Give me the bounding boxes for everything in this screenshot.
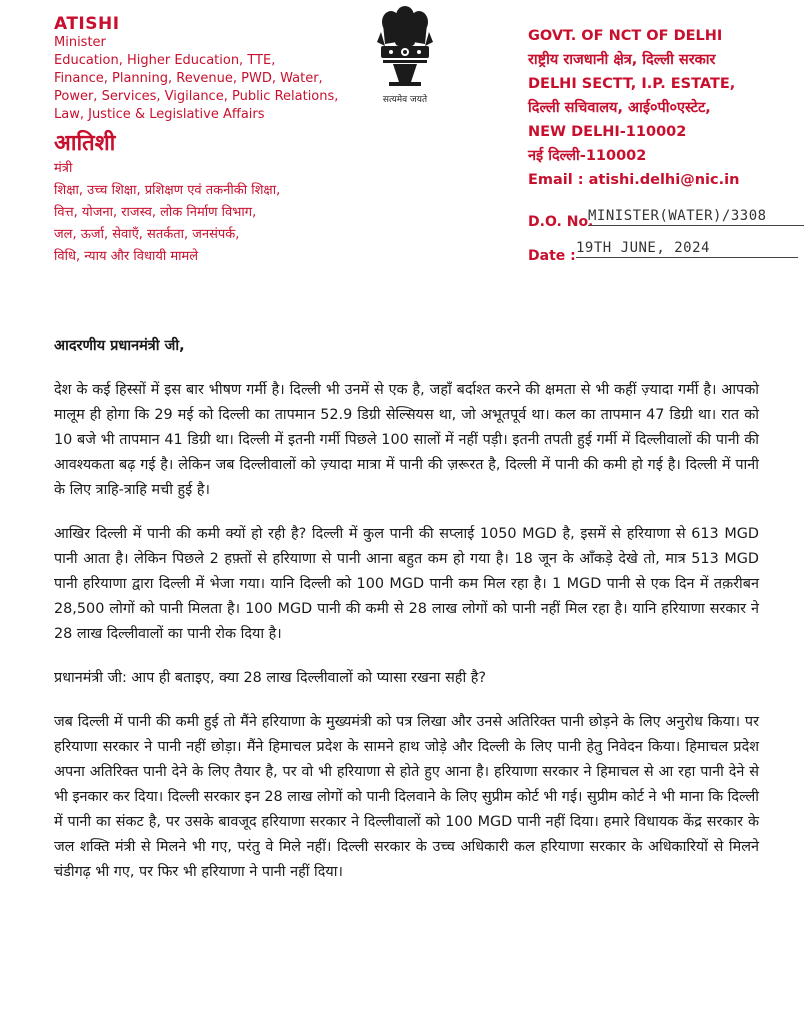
office-address-block [528, 24, 798, 192]
address-line: DELHI SECTT, I.P. ESTATE, [528, 76, 736, 92]
emblem-motto: सत्यमेव जयते [382, 95, 428, 105]
address-line: दिल्ली सचिवालय, आई०पी०एस्टेट, [528, 100, 711, 116]
letter-body [54, 336, 759, 904]
body-paragraph: देश के कई हिस्सों में इस बार भीषण गर्मी है। दिल्ली भी उनमें से एक है, जहाँ बर्दाश्त करने की क्षमता से भी कहीं ज़्यादा गर्मी है। आपको मालूम ही होगा कि 29 मई को दिल्ली का तापमान 52.9 डिग्री सेल्सियस था, जो अभूतपूर्व था। कल का तापमान 47 डिग्री था। रात को 10 बजे भी तापमान 41 डिग्री था। दिल्ली में इतनी गर्मी पिछले 100 सालों में नहीं पड़ी। इतनी तपती हुई गर्मी में दिल्लीवालों की पानी की आवश्यकता बढ़ गई है। लेकिन जब दिल्लीवालों को ज़्यादा मात्रा में पानी की ज़रूरत है, दिल्ली में पानी की कमी हो गई है। दिल्ली में पानी के लिए त्राहि-त्राहि मची हुई है। [54, 382, 759, 498]
portfolio-line-en: Education, Higher Education, TTE, [54, 53, 276, 68]
salutation: आदरणीय प्रधानमंत्री जी, [54, 338, 185, 354]
minister-block [54, 14, 374, 268]
date-label: Date : [528, 248, 576, 264]
portfolio-line-hi: विधि, न्याय और विधायी मामले [54, 249, 199, 264]
lion-capital-emblem-icon [373, 2, 437, 94]
address-line: GOVT. OF NCT OF DELHI [528, 28, 723, 44]
date-value: 19TH JUNE, 2024 [576, 240, 798, 258]
address-line: NEW DELHI-110002 [528, 124, 687, 140]
minister-title-en: Minister [54, 35, 106, 50]
address-line: राष्ट्रीय राजधानी क्षेत्र, दिल्ली सरकार [528, 52, 716, 68]
reference-block [528, 206, 798, 274]
minister-title-hi: मंत्री [54, 161, 73, 176]
do-number-row [528, 206, 798, 240]
minister-name-en: ATISHI [54, 14, 120, 34]
address-line: नई दिल्ली-110002 [528, 148, 647, 164]
portfolio-line-hi: शिक्षा, उच्च शिक्षा, प्रशिक्षण एवं तकनीकी शिक्षा, [54, 183, 281, 198]
body-paragraph: जब दिल्ली में पानी की कमी हुई तो मैंने हरियाणा के मुख्यमंत्री को पत्र लिखा और उनसे अतिरिक्त पानी छोड़ने के लिए अनुरोध किया। पर हरियाणा सरकार ने पानी नहीं छोड़ा। मैंने हिमाचल प्रदेश के सामने हाथ जोड़े और दिल्ली के लिए पानी हेतु निवेदन किया। हिमाचल प्रदेश अपना अतिरिक्त पानी देने के लिए तैयार है, पर वो भी हरियाणा से होते हुए आना है। हरियाणा सरकार ने हिमाचल से आ रहा पानी देने से भी इनकार कर दिया। दिल्ली सरकार इन 28 लाख लोगों को पानी दिलवाने के लिए सुप्रीम कोर्ट भी गई। सुप्रीम कोर्ट ने भी माना कि दिल्ली में पानी का संकट है, पर उसके बावजूद हरियाणा सरकार ने दिल्लीवालों को 100 MGD पानी नहीं दिया। हमारे विधायक केंद्र सरकार के जल शक्ति मंत्री से मिलने भी गए, परंतु वे मिले नहीं। दिल्ली सरकार के उच्च अधिकारी कल हरियाणा सरकार के अधिकारियों से मिलने चंडीगढ़ भी गए, पर फिर भी हरियाणा ने पानी नहीं दिया। [54, 714, 759, 880]
portfolio-line-hi: वित्त, योजना, राजस्व, लोक निर्माण विभाग, [54, 205, 257, 220]
body-paragraph: आखिर दिल्ली में पानी की कमी क्यों हो रही है? दिल्ली में कुल पानी की सप्लाई 1050 MGD है, इसमें से हरियाणा से 613 MGD पानी आता है। लेकिन पिछले 2 हफ़्तों से हरियाणा से पानी आना बहुत कम हो गया है। 18 जून के आँकड़े देखे तो, मात्र 513 MGD पानी हरियाणा द्वारा दिल्ली में भेजा गया। यानि दिल्ली को 100 MGD पानी कम मिल रहा है। 1 MGD पानी से एक दिन में तक़रीबन 28,500 लोगों को पानी मिलता है। 100 MGD पानी की कमी से 28 लाख लोगों को पानी नहीं मिल रहा है। यानि हरियाणा सरकार ने 28 लाख दिल्लीवालों का पानी रोक दिया है। [54, 526, 759, 642]
email-line: Email : atishi.delhi@nic.in [528, 172, 740, 188]
national-emblem [365, 2, 445, 112]
date-row [528, 240, 798, 274]
question-paragraph: प्रधानमंत्री जी: आप ही बताइए, क्या 28 लाख दिल्लीवालों को प्यासा रखना सही है? [54, 670, 487, 686]
do-number-label: D.O. No. [528, 214, 594, 230]
portfolio-line-hi: जल, ऊर्जा, सेवाएँ, सतर्कता, जनसंपर्क, [54, 227, 240, 242]
portfolio-line-en: Law, Justice & Legislative Affairs [54, 107, 265, 122]
portfolio-line-en: Power, Services, Vigilance, Public Relations, [54, 89, 339, 104]
do-number-value: MINISTER(WATER)/3308 [588, 208, 804, 226]
minister-name-hi: आतिशी [54, 131, 116, 156]
portfolio-line-en: Finance, Planning, Revenue, PWD, Water, [54, 71, 323, 86]
